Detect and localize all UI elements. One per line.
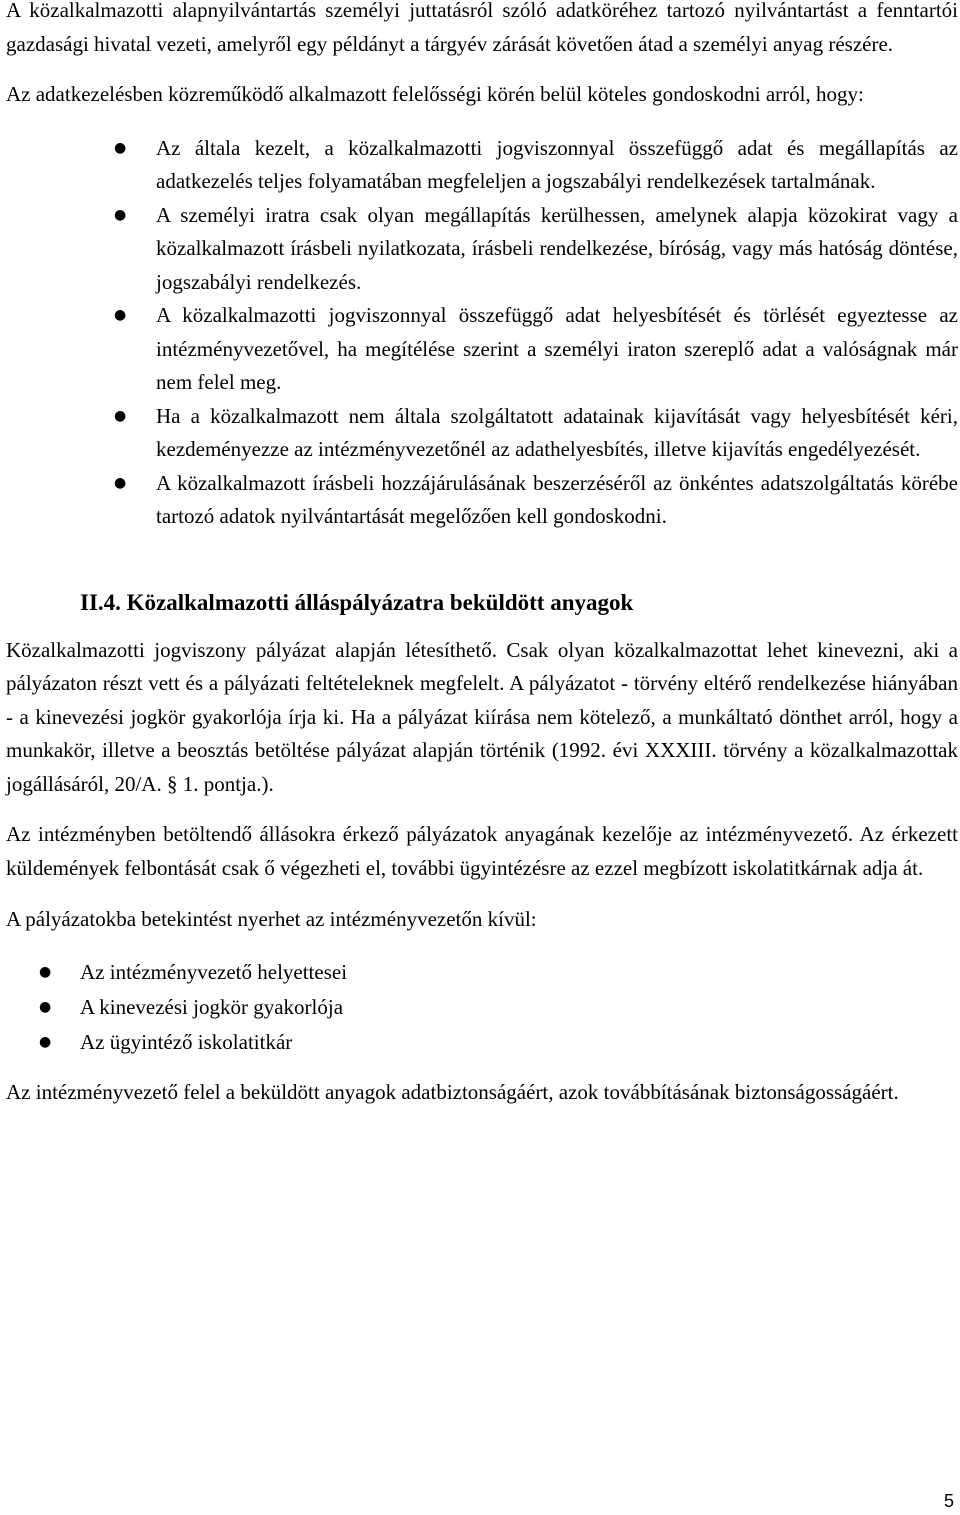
list-item-text: Ha a közalkalmazott nem általa szolgáltatott adatainak kijavítását vagy helyesbítését kéri, kezdeményezze az intézményvezetőnél az adathelyesbítés, illetve kijavítás engedélyezését. bbox=[156, 403, 958, 461]
list-item-text: Az ügyintéző iskolatitkár bbox=[80, 1029, 293, 1054]
document-page bbox=[6, 0, 958, 1109]
list-item-text: A kinevezési jogkör gyakorlója bbox=[80, 994, 344, 1019]
paragraph-application-handler: Az intézményben betöltendő állásokra érkező pályázatok anyagának kezelője az intézményvezető. Az érkezett küldemények felbontását csak ő végezheti el, további ügyintézésre az ezzel megbízott iskolatitkárnak adja át. bbox=[6, 822, 958, 880]
list-item-text: A közalkalmazotti jogviszonnyal összefüggő adat helyesbítését és törlését egyeztesse az intézményvezetővel, ha megítélése szerint a személyi iraton szereplő adat a valóságnak már nem felel meg. bbox=[156, 303, 958, 394]
list-item bbox=[6, 199, 958, 300]
section-heading: II.4. Közalkalmazotti álláspályázatra beküldött anyagok bbox=[80, 589, 634, 615]
list-item-text: Az általa kezelt, a közalkalmazotti jogviszonnyal összefüggő adat és megállapítás az adatkezelés teljes folyamatában megfeleljen a jogszabályi rendelkezések tartalmának. bbox=[156, 135, 958, 193]
list-item bbox=[6, 299, 958, 400]
page-number: 5 bbox=[943, 1491, 954, 1511]
paragraph-data-security: Az intézményvezető felel a beküldött anyagok adatbiztonságáért, azok továbbításának biztonságosságáért. bbox=[6, 1079, 899, 1104]
list-item-text: A közalkalmazott írásbeli hozzájárulásának beszerzéséről az önkéntes adatszolgáltatás körébe tartozó adatok nyilvántartását megelőzően kell gondoskodni. bbox=[156, 470, 958, 528]
list-item bbox=[6, 990, 958, 1025]
list-item bbox=[6, 1025, 958, 1060]
list-item bbox=[6, 400, 958, 467]
list-item bbox=[6, 467, 958, 534]
paragraph-records: A közalkalmazotti alapnyilvántartás személyi juttatásról szóló adatköréhez tartozó nyilvántartást a fenntartói gazdasági hivatal vezeti, amelyről egy példányt a tárgyév zárását követően átad a személyi anyag részére. bbox=[6, 0, 958, 56]
bullet-icon: ● bbox=[39, 963, 52, 980]
list-item bbox=[6, 955, 958, 990]
bullet-icon: ● bbox=[114, 407, 127, 424]
duties-list bbox=[6, 132, 958, 534]
paragraph-application-rules: Közalkalmazotti jogviszony pályázat alapján létesíthető. Csak olyan közalkalmazottat lehet kinevezni, aki a pályázaton részt vett és a pályázati feltételeknek megfelelt. A pályázatot - törvény eltérő rendelkezése hiányában - a kinevezési jogkör gyakorlója írja ki. Ha a pályázat kiírása nem kötelező, a munkáltató dönthet arról, hogy a munkakör, illetve a beosztás betöltése pályázat alapján történik (1992. évi XXXIII. törvény a közalkalmazottak jogállásáról, 20/A. § 1. pontja.). bbox=[6, 637, 958, 796]
bullet-icon: ● bbox=[114, 139, 127, 156]
bullet-icon: ● bbox=[114, 474, 127, 491]
list-item-text: Az intézményvezető helyettesei bbox=[80, 959, 348, 984]
list-item bbox=[6, 132, 958, 199]
bullet-icon: ● bbox=[114, 307, 127, 323]
bullet-icon: ● bbox=[39, 998, 52, 1015]
bullet-icon: ● bbox=[39, 1033, 52, 1050]
paragraph-viewers-intro: A pályázatokba betekintést nyerhet az intézményvezetőn kívül: bbox=[6, 907, 537, 931]
paragraph-employee-duties-intro: Az adatkezelésben közreműködő alkalmazott felelősségi körén belül köteles gondoskodni arról, hogy: bbox=[6, 82, 864, 106]
viewers-list bbox=[6, 955, 958, 1060]
bullet-icon: ● bbox=[114, 206, 127, 223]
list-item-text: A személyi iratra csak olyan megállapítás kerülhessen, amelynek alapja közokirat vagy a közalkalmazott írásbeli nyilatkozata, írásbeli rendelkezése, bíróság, vagy más hatóság döntése, jogszabályi rendelkezés. bbox=[156, 202, 958, 294]
